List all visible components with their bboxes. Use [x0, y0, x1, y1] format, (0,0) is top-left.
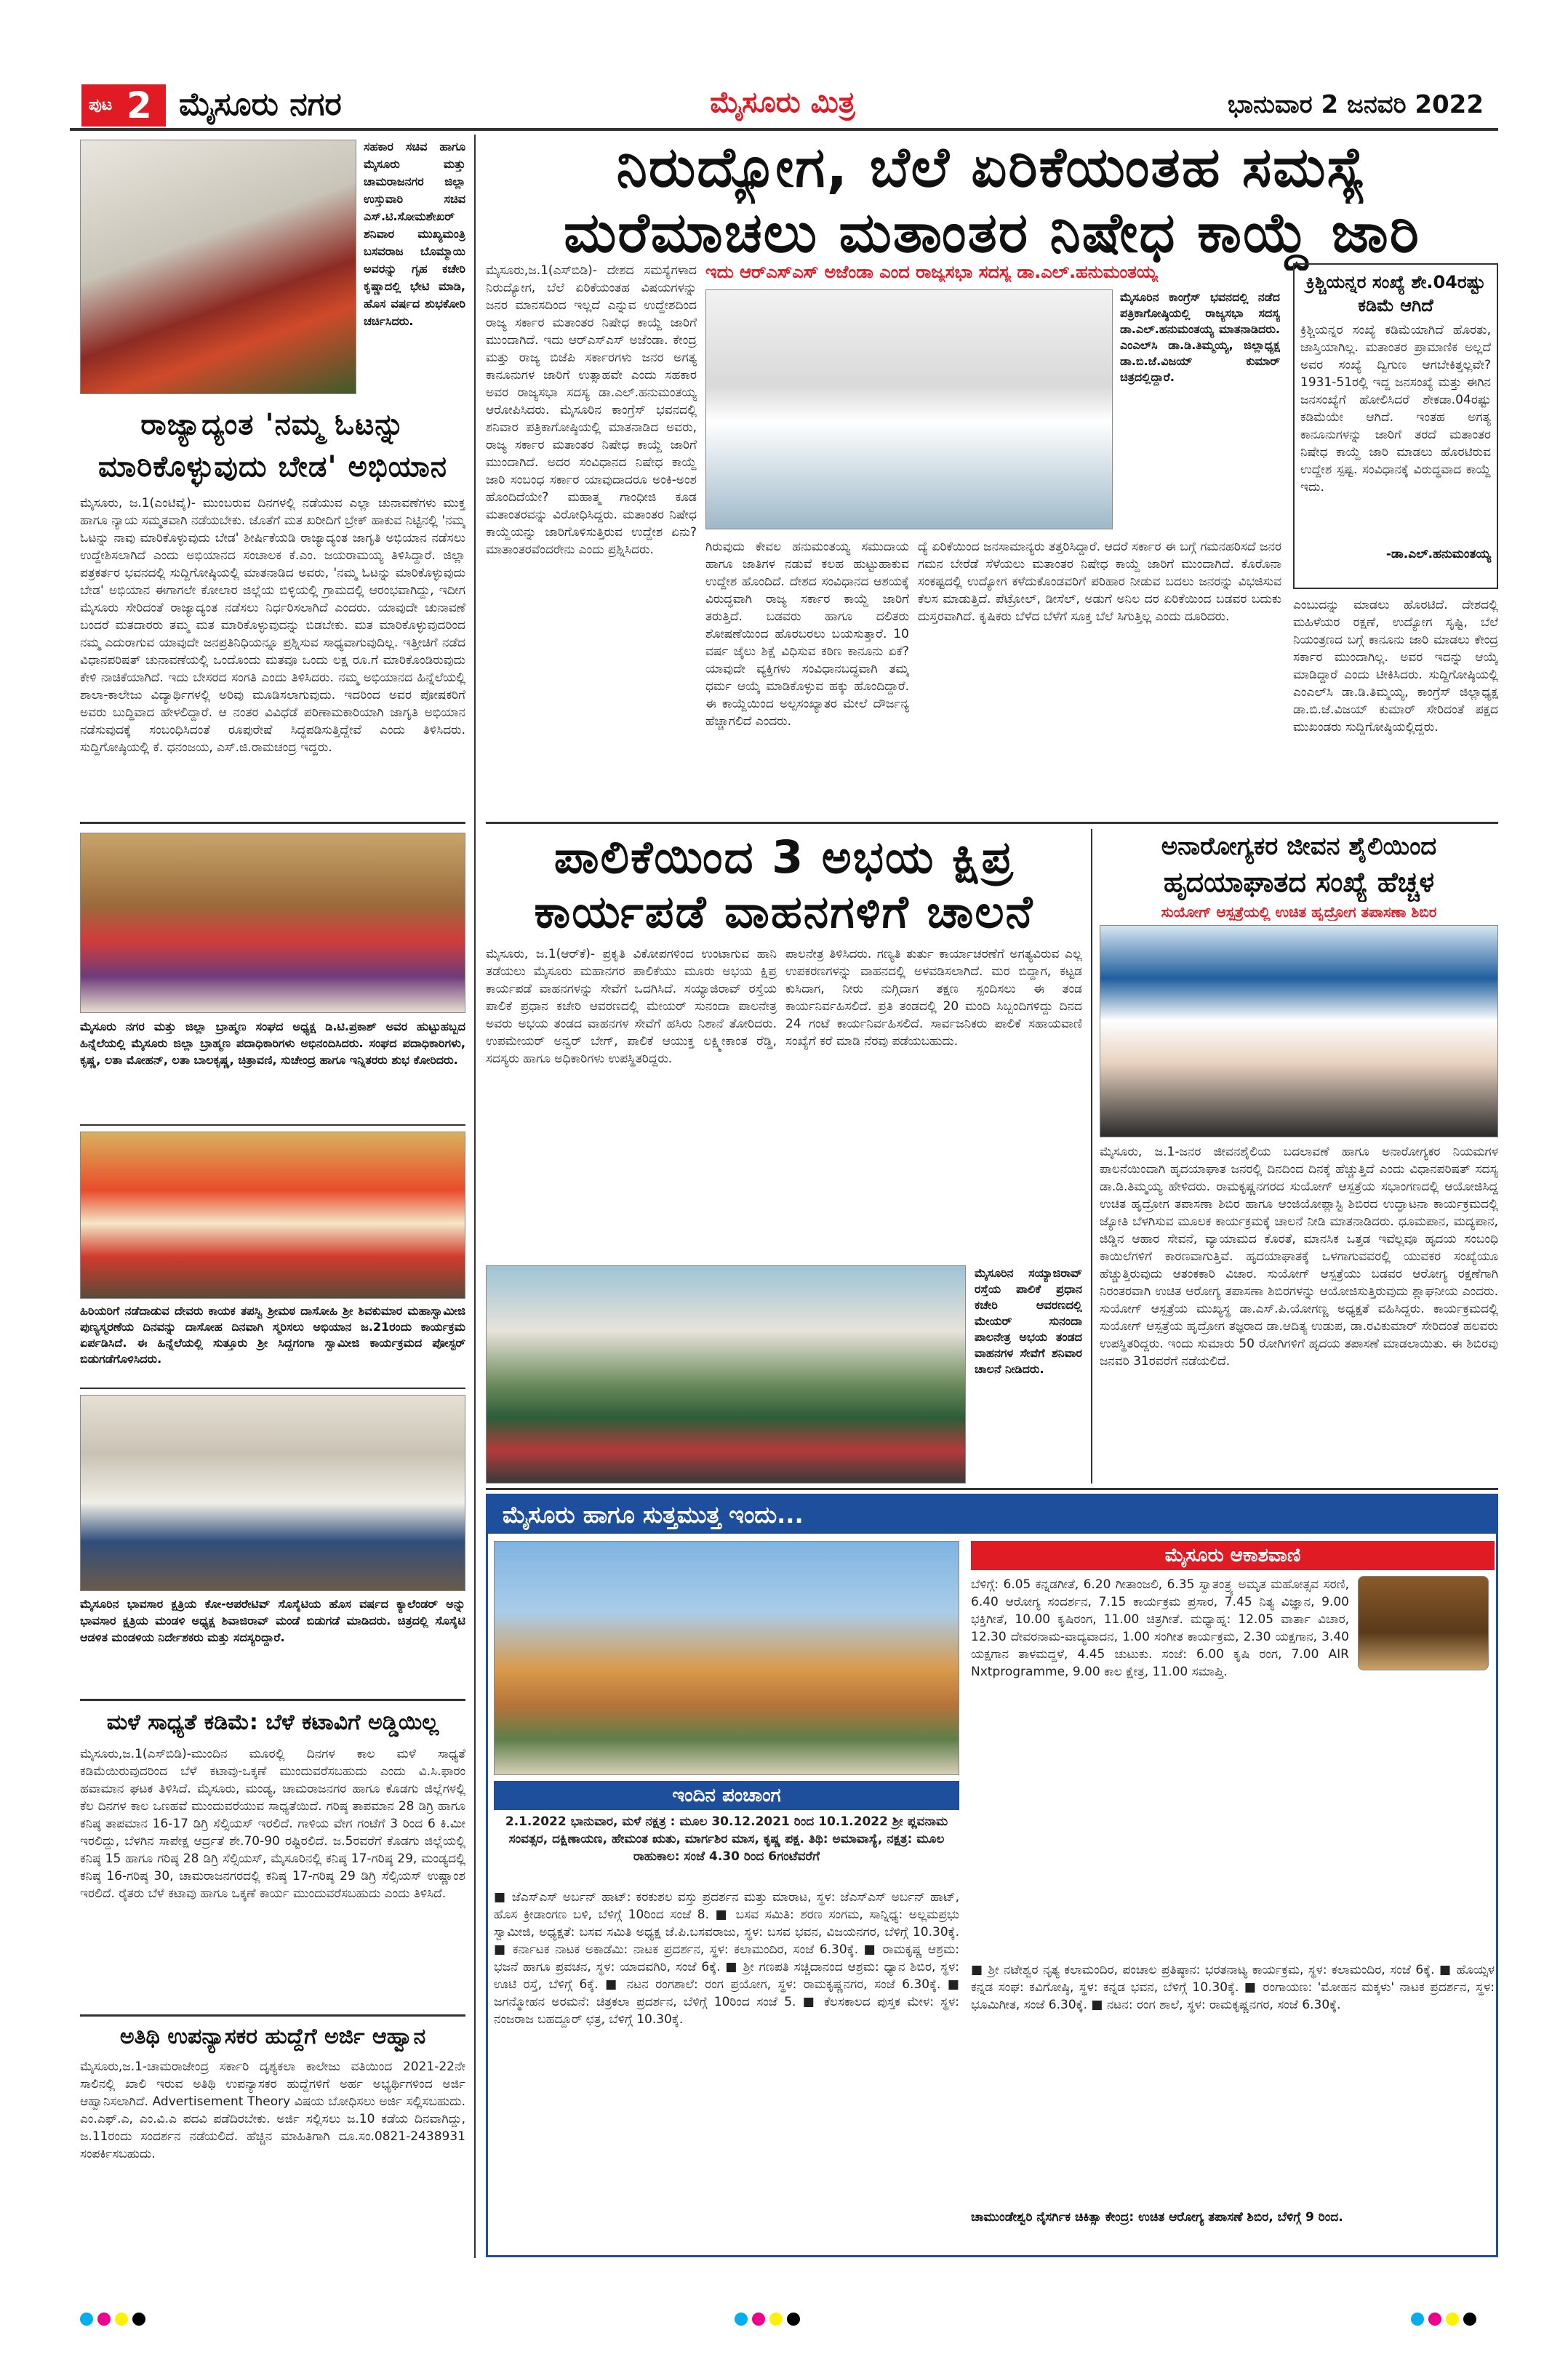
registration-dots-center [735, 2313, 804, 2329]
calendar-release-photo [80, 1395, 465, 1591]
lecturer-body: ಮೈಸೂರು,ಜ.1-ಚಾಮರಾಜೇಂದ್ರ ಸರ್ಕಾರಿ ದೃಶ್ಯಕಲಾ ಕಾಲೇಜು ವತಿಯಿಂದ 2021-22ನೇ ಸಾಲಿನಲ್ಲಿ ಖಾಲಿ ಇರುವ ಅತಿಥಿ ಉಪನ್ಯಾಸಕರ ಹುದ್ದೆಗಳಿಗೆ ಅರ್ಹ ಅಭ್ಯರ್ಥಿಗಳಿಂದ ಅರ್ಜಿ ಆಹ್ವಾನಿಸಲಾಗಿದೆ. Advertisement Theory ವಿಷಯ ಬೋಧಿಸಲು ಅರ್ಜಿ ಸಲ್ಲಿಸಬಹುದು. ಎಂ.ಎಫ್.ಎ, ಎಂ.ವಿ.ಎ ಪದವಿ ಪಡೆದಿರಬೇಕು. ಅರ್ಜಿ ಸಲ್ಲಿಸಲು ಜ.10 ಕಡೆಯ ದಿನವಾಗಿದ್ದು, ಜ.11ರಂದು ಸಂದರ್ಶನ ನಡೆಯಲಿದೆ. ಹೆಚ್ಚಿನ ಮಾಹಿತಿಗಾಗಿ ದೂ.ಸಂ.0821-2438931 ಸಂಪರ್ಕಿಸಬಹುದು. [80, 2059, 465, 2161]
cyan-dot [735, 2313, 748, 2326]
black-dot [1463, 2313, 1476, 2326]
page-number: 2 [127, 84, 152, 127]
mysore-palace-photo [494, 1541, 959, 1775]
akashvani-footer: ಚಾಮುಂಡೇಶ್ವರಿ ನೈಸರ್ಗಿಕ ಚಿಕಿತ್ಸಾ ಕೇಂದ್ರ: ಉಚಿತ ಆರೋಗ್ಯ ತಪಾಸಣೆ ಶಿಬಿರ, ಬೆಳಿಗ್ಗೆ 9 ರಿಂದ. [971, 2210, 1343, 2225]
palike-col2: ಪಾಲನೇತ್ರ ತಿಳಿಸಿದರು. ಗಣ್ಯತಿ ತುರ್ತು ಕಾರ್ಯಾಚರಣೆಗೆ ಅಗತ್ಯವಿರುವ ಎಲ್ಲ ಉಪಕರಣಗಳನ್ನು ವಾಹನದಲ್ಲಿ ಅಳವಡಿಸಲಾಗಿದೆ. ಮರ ಬಿದ್ದಾಗ, ಕಟ್ಟಡ ಕುಸಿದಾಗ, ನೀರು ನುಗ್ಗಿದಾಗ ತಕ್ಷಣ ಸ್ಪಂದಿಸಲು ಈ ತಂಡ ಕಾರ್ಯನಿರ್ವಹಿಸಲಿದೆ. ಪ್ರತಿ ತಂಡದಲ್ಲಿ 20 ಮಂದಿ ಸಿಬ್ಬಂದಿಗಳಿದ್ದು ದಿನದ 24 ಗಂಟೆ ಕಾರ್ಯನಿರ್ವಹಿಸಲಿದೆ. ಸಾರ್ವಜನಿಕರು ಪಾಲಿಕೆ ಸಹಾಯವಾಣಿ ಸಂಖ್ಯೆಗೆ ಕರೆ ಮಾಡಿ ನೆರವು ಪಡೆಯಬಹುದು. [785, 947, 1082, 1049]
side-box-continued: ಎಂಬುದನ್ನು ಮಾಡಲು ಹೊರಟಿದೆ. ದೇಶದಲ್ಲಿ ಮಹಿಳೆಯರ ರಕ್ಷಣೆ, ಉದ್ಯೋಗ ಸೃಷ್ಟಿ, ಬೆಲೆ ನಿಯಂತ್ರಣದ ಬಗ್ಗೆ ಕಾನೂನು ಜಾರಿ ಮಾಡಲು ಕೇಂದ್ರ ಸರ್ಕಾರ ಮುಂದಾಗಿಲ್ಲ. ಅವರ ಇದನ್ನು ಆಯ್ಕೆ ಮಾಡಿದ್ದಾರೆ ಎಂದು ಟೀಕಿಸಿದರು. ಸುದ್ದಿಗೋಷ್ಠಿಯಲ್ಲಿ ಎಂಎಲ್‌ಸಿ ಡಾ.ಡಿ.ತಿಮ್ಮಯ್ಯ, ಕಾಂಗ್ರೆಸ್ ಜಿಲ್ಲಾಧ್ಯಕ್ಷ ಡಾ.ಬಿ.ಜೆ.ವಿಜಯ್ ಕುಮಾರ್ ಸೇರಿದಂತೆ ಪಕ್ಷದ ಮುಖಂಡರು ಸುದ್ದಿಗೋಷ್ಠಿಯಲ್ಲಿದ್ದರು. [1293, 598, 1498, 734]
today-banner: ಮೈಸೂರು ಹಾಗೂ ಸುತ್ತಮುತ್ತ ಇಂದು... [488, 1496, 1496, 1534]
poster-release-caption: ಹಿರಿಯರಿಗೆ ನಡೆದಾಡುವ ದೇವರು ಕಾಯಕ ತಪಸ್ವಿ ಶ್ರೀಮಠ ದಾಸೋಹಿ ಶ್ರೀ ಶಿವಕುಮಾರ ಮಹಾಸ್ವಾಮೀಜಿ ಪುಣ್ಯಸ್ಮರಣೆಯ ದಿನವನ್ನು ದಾಸೋಹ ದಿನವಾಗಿ ಸ್ಮರಿಸಲು ಅಭಿಯಾನ ಜ.21ರಂದು ಕಾರ್ಯಕ್ರಮ ಏರ್ಪಡಿಸಿದೆ. ಈ ಹಿನ್ನೆಲೆಯಲ್ಲಿ ಸುತ್ತೂರು ಶ್ರೀ ಸಿದ್ದಗಂಗಾ ಸ್ವಾಮೀಜಿ ಕಾರ್ಯಕ್ರಮದ ಪೋಸ್ಟರ್ ಬಿಡುಗಡೆಗೊಳಿಸಿದರು. [80, 1304, 465, 1366]
divider [486, 1488, 1498, 1490]
cm-meeting-photo [80, 140, 356, 394]
side-box-headline: ಕ್ರಿಶ್ಚಿಯನ್ನರ ಸಂಖ್ಯೆ ಶೇ.04ರಷ್ಟು ಕಡಿಮೆ ಆಗಿದೆ [1305, 272, 1486, 316]
magenta-dot [97, 2313, 111, 2326]
masthead-rule [70, 128, 1498, 131]
masthead [70, 80, 1498, 131]
main-col1: ಮೈಸೂರು,ಜ.1(ಎಸ್‌ಬಿಡಿ)- ದೇಶದ ಸಮಸ್ಯೆಗಳಾದ ನಿರುದ್ಯೋಗ, ಬೆಲೆ ಏರಿಕೆಯಂತಹ ವಿಷಯಗಳನ್ನು ಜನರ ಮಾನಸದಿಂದ ಇಲ್ಲದೆ ಎನ್ನುವ ಉದ್ದೇಶದಿಂದ ರಾಜ್ಯ ಸರ್ಕಾರ ಮತಾಂತರ ನಿಷೇಧ ಕಾಯ್ದೆ ಜಾರಿಗೆ ಮುಂದಾಗಿದೆ. ಇದು ಆರ್‌ಎಸ್‌ಎಸ್ ಅಜೆಂಡಾ. ಕೇಂದ್ರ ಮತ್ತು ರಾಜ್ಯ ಬಿಜೆಪಿ ಸರ್ಕಾರಗಳು ಜನರ ಅಗತ್ಯ ಕಾನೂನುಗಳ ಜಾರಿಗೆ ಉತ್ಸಾಹವೇ ಎಂದು ಸಹಕಾರ ಅವರ ರಾಜ್ಯಸಭಾ ಸದಸ್ಯ ಡಾ.ಎಲ್.ಹನುಮಂತಯ್ಯ ಆರೋಪಿಸಿದರು. ಮೈಸೂರಿನ ಕಾಂಗ್ರೆಸ್ ಭವನದಲ್ಲಿ ಶನಿವಾರ ಪತ್ರಿಕಾಗೋಷ್ಠಿಯಲ್ಲಿ ಮಾತನಾಡಿದ ಅವರು, ರಾಜ್ಯ ಸರ್ಕಾರ ಮತಾಂತರ ನಿಷೇಧ ಕಾಯ್ದೆ ಜಾರಿಗೆ ಮುಂದಾಗಿದೆ. ಅದರ ಸಂವಿಧಾನದ ನಿಷೇಧ ಕಾಯ್ದೆ ಜಾರಿ ಸಂಬಂಧ ಸರ್ಕಾರ ಯಾವುದಾದರೂ ಅಂಕಿ-ಅಂಶ ಹೊಂದಿದೆಯೇ? ಮಹಾತ್ಮ ಗಾಂಧೀಜಿ ಕೂಡ ಮತಾಂತರವನ್ನು ವಿರೋಧಿಸಿದ್ದರು. ಮತಾಂತರ ನಿಷೇಧ ಕಾಯ್ದೆಯನ್ನು ಜಾರಿಗೊಳಿಸುತ್ತಿರುವ ಉದ್ದೇಶ ಏನು? ಮಾತಾಂತರವೆಂದರೇನು ಎಂದು ಪ್ರಶ್ನಿಸಿದರು. [486, 263, 697, 557]
magenta-dot [752, 2313, 765, 2326]
panchanga-body: 2.1.2022 ಭಾನುವಾರ, ಮಳೆ ನಕ್ಷತ್ರ : ಮೂಲ 30.12.2021 ರಿಂದ 10.1.2022 ಶ್ರೀ ಪ್ಲವನಾಮ ಸಂವತ್ಸರ, ದಕ್ಷಿಣಾಯಣ, ಹೇಮಂತ ಋತು, ಮಾರ್ಗಶಿರ ಮಾಸ, ಕೃಷ್ಣ ಪಕ್ಷ. ತಿಥಿ: ಅಮಾವಾಸ್ಯೆ, ನಕ್ಷತ್ರ: ಮೂಲ ರಾಹುಕಾಲ: ಸಂಜೆ 4.30 ರಿಂದ 6ಗಂಟೆವರೆಗೆ [505, 1814, 948, 1864]
divider [80, 1124, 465, 1126]
heart-headline-line2: ಹೃದಯಾಘಾತದ ಸಂಖ್ಯೆ ಹೆಚ್ಚಳ [1163, 866, 1435, 898]
akashvani-title: ಮೈಸೂರು ಆಕಾಶವಾಣಿ [971, 1541, 1495, 1570]
palike-col1: ಮೈಸೂರು, ಜ.1(ಆರ್‌ಕೆ)- ಪ್ರಕೃತಿ ವಿಕೋಪಗಳಿಂದ ಉಂಟಾಗುವ ಹಾನಿ ತಡೆಯಲು ಮೈಸೂರು ಮಹಾನಗರ ಪಾಲಿಕೆಯು ಮೂರು ಅಭಯ ಕ್ಷಿಪ್ರ ಕಾರ್ಯಪಡೆ ವಾಹನಗಳನ್ನು ಸೇವೆಗೆ ಒದಗಿಸಿದೆ. ಸಯ್ಯಾಜಿರಾವ್ ರಸ್ತೆಯ ಪಾಲಿಕೆ ಪ್ರಧಾನ ಕಚೇರಿ ಆವರಣದಲ್ಲಿ ಮೇಯರ್ ಸುನಂದಾ ಪಾಲನೇತ್ರ ಅವರು ಅಭಯ ತಂಡದ ವಾಹನಗಳ ಸೇವೆಗೆ ಹಸಿರು ನಿಶಾನೆ ತೋರಿದರು. ಉಪಮೇಯರ್ ಅನ್ವರ್ ಬೇಗ್, ಪಾಲಿಕೆ ಆಯುಕ್ತ ಲಕ್ಷ್ಮೀಕಾಂತ ರೆಡ್ಡಿ, ಸದಸ್ಯರು ಹಾಗೂ ಅಧಿಕಾರಿಗಳು ಉಪಸ್ಥಿತರಿದ್ದರು. [486, 947, 777, 1066]
main-col3: ದ್ಯೆ ಏರಿಕೆಯಿಂದ ಜನಸಾಮಾನ್ಯರು ತತ್ತರಿಸಿದ್ದಾರೆ. ಆದರೆ ಸರ್ಕಾರ ಈ ಬಗ್ಗೆ ಗಮನಹರಿಸದೆ ಜನರ ಗಮನ ಬೇರೆಡೆ ಸೆಳೆಯಲು ಮತಾಂತರ ನಿಷೇಧ ಕಾಯ್ದೆ ಜಾರಿಗೆ ಮುಂದಾಗಿದೆ. ಕೊರೊನಾ ಸಂಕಷ್ಟದಲ್ಲಿ ಉದ್ಯೋಗ ಕಳೆದುಕೊಂಡವರಿಗೆ ಪರಿಹಾರ ನೀಡುವ ಬದಲು ಜನರನ್ನು ವಿಭಜಿಸುವ ಕೆಲಸ ಮಾಡುತ್ತಿದೆ. ಪೆಟ್ರೋಲ್, ಡೀಸೆಲ್, ಅಡುಗೆ ಅನಿಲ ದರ ಏರಿಕೆಯಿಂದ ಬಡವರ ಬದುಕು ದುಸ್ತರವಾಗಿದೆ. ಕೃಷಿಕರು ಬೆಳೆದ ಬೆಳೆಗೆ ಸೂಕ್ತ ಬೆಲೆ ಸಿಗುತ್ತಿಲ್ಲ ಎಂದು ದೂರಿದರು. [918, 540, 1281, 624]
magenta-dot [1428, 2313, 1441, 2326]
cyan-dot [1411, 2313, 1424, 2326]
calendar-release-caption: ಮೈಸೂರಿನ ಭಾವಸಾರ ಕ್ಷತ್ರಿಯ ಕೋ-ಆಪರೇಟಿವ್ ಸೊಸೈಟಿಯ ಹೊಸ ವರ್ಷದ ಕ್ಯಾಲೆಂಡರ್ ಅನ್ನು ಭಾವಸಾರ ಕ್ಷತ್ರಿಯ ಮಂಡಳಿ ಅಧ್ಯಕ್ಷ ಶಿವಾಜಿರಾವ್ ಮಂಡೆ ಬಿಡುಗಡೆ ಮಾಡಿದರು. ಚಿತ್ರದಲ್ಲಿ ಸೊಸೈಟಿ ಆಡಳಿತ ಮಂಡಳಿಯ ನಿರ್ದೇಶಕರು ಮತ್ತು ಸದಸ್ಯರಿದ್ದಾರೆ. [80, 1597, 465, 1644]
today-events: ■ ಜೆಎಸ್‌ಎಸ್ ಅರ್ಬನ್ ಹಾಟ್: ಕರಕುಶಲ ವಸ್ತು ಪ್ರದರ್ಶನ ಮತ್ತು ಮಾರಾಟ, ಸ್ಥಳ: ಜೆಎಸ್‌ಎಸ್ ಅರ್ಬನ್ ಹಾಟ್, ಹೊಸ ಕ್ರೀಡಾಂಗಣ ಬಳಿ, ಬೆಳಿಗ್ಗೆ 10ರಿಂದ ಸಂಜೆ 8. ■ ಬಸವ ಸಮಿತಿ: ಶರಣ ಸಂಗಮ, ಸಾನ್ನಿಧ್ಯ: ಅಲ್ಲಮಪ್ರಭು ಸ್ವಾಮೀಜಿ, ಅಧ್ಯಕ್ಷತೆ: ಬಸವ ಸಮಿತಿ ಅಧ್ಯಕ್ಷ ಜೆ.ಪಿ.ಬಸವರಾಜು, ಸ್ಥಳ: ಬಸವ ಭವನ, ವಿಜಯನಗರ, ಬೆಳಿಗ್ಗೆ 10.30ಕ್ಕೆ. ■ ಕರ್ನಾಟಕ ನಾಟಕ ಅಕಾಡೆಮಿ: ನಾಟಕ ಪ್ರದರ್ಶನ, ಸ್ಥಳ: ಕಲಾಮಂದಿರ, ಸಂಜೆ 6.30ಕ್ಕೆ. ■ ರಾಮಕೃಷ್ಣ ಆಶ್ರಮ: ಭಜನೆ ಹಾಗೂ ಪ್ರವಚನ, ಸ್ಥಳ: ಯಾದವಗಿರಿ, ಸಂಜೆ 6ಕ್ಕೆ. ■ ಶ್ರೀ ಗಣಪತಿ ಸಚ್ಚಿದಾನಂದ ಆಶ್ರಮ: ಧ್ಯಾನ ಶಿಬಿರ, ಸ್ಥಳ: ಊಟಿ ರಸ್ತೆ, ಬೆಳಿಗ್ಗೆ 6ಕ್ಕೆ. ■ ನಟನ ರಂಗಶಾಲೆ: ರಂಗ ಪ್ರಯೋಗ, ಸ್ಥಳ: ರಾಮಕೃಷ್ಣನಗರ, ಸಂಜೆ 6.30ಕ್ಕೆ. ■ ಜಗನ್ಮೋಹನ ಅರಮನೆ: ಚಿತ್ರಕಲಾ ಪ್ರದರ್ಶನ, ಬೆಳಿಗ್ಗೆ 10ರಿಂದ ಸಂಜೆ 5. ■ ಕೆಲಸಕಾಲದ ಪುಸ್ತಕ ಮೇಳ: ಸ್ಥಳ: ನಂಜರಾಜ ಬಹದ್ದೂರ್ ಛತ್ರ, ಬೆಳಿಗ್ಗೆ 10.30ಕ್ಕೆ. [494, 1890, 959, 2027]
heart-headline-line1: ಅನಾರೋಗ್ಯಕರ ಜೀವನ ಶೈಲಿಯಿಂದ [1161, 832, 1437, 861]
main-col2: ಗಿರುವುದು ಕೇವಲ ಹನುಮಂತಯ್ಯ ಸಮುದಾಯ ಹಾಗೂ ಜಾತಿಗಳ ನಡುವೆ ಕಲಹ ಹುಟ್ಟುಹಾಕುವ ಉದ್ದೇಶ ಹೊಂದಿದೆ. ದೇಶದ ಸಂವಿಧಾನದ ಆಶಯಕ್ಕೆ ವಿರುದ್ಧವಾಗಿ ರಾಜ್ಯ ಸರ್ಕಾರ ಕಾಯ್ದೆ ಜಾರಿಗೆ ತರುತ್ತಿದೆ. ಬಡವರು ಹಾಗೂ ದಲಿತರು ಶೋಷಣೆಯಿಂದ ಹೊರಬರಲು ಬಯಸುತ್ತಾರೆ. 10 ವರ್ಷ ಜೈಲು ಶಿಕ್ಷೆ ವಿಧಿಸುವ ಕಠಿಣ ಕಾನೂನು ಏಕೆ? ಯಾವುದೇ ವ್ಯಕ್ತಿಗಳು ಸಂವಿಧಾನಬದ್ಧವಾಗಿ ತಮ್ಮ ಧರ್ಮ ಆಯ್ಕೆ ಮಾಡಿಕೊಳ್ಳುವ ಹಕ್ಕು ಹೊಂದಿದ್ದಾರೆ. ಈ ಕಾಯ್ದೆಯಿಂದ ಅಲ್ಪಸಂಖ್ಯಾತರ ಮೇಲೆ ದೌರ್ಜನ್ಯ ಹೆಚ್ಚಾಗಲಿದೆ ಎಂದರು. [705, 540, 909, 729]
divider [80, 822, 465, 824]
black-dot [132, 2313, 145, 2326]
brahmana-sangha-photo [80, 833, 465, 1013]
issue-date: ಭಾನುವಾರ 2 ಜನವರಿ 2022 [1227, 90, 1484, 119]
main-subhead: ಇದು ಆರ್‌ಎಸ್‌ಎಸ್ ಅಜೆಂಡಾ ಎಂದ ರಾಜ್ಯಸಭಾ ಸದಸ್ಯ ಡಾ.ಎಲ್.ಹನುಮಂತಯ್ಯ [705, 262, 1158, 282]
registration-dots-left [80, 2313, 150, 2329]
lecturer-headline: ಅತಿಥಿ ಉಪನ್ಯಾಸಕರ ಹುದ್ದೆಗೆ ಅರ್ಜಿ ಆಹ್ವಾನ [119, 2024, 426, 2049]
akashvani-body: ಬೆಳಿಗ್ಗೆ: 6.05 ಕನ್ನಡಗೀತೆ, 6.20 ಗೀತಾಂಜಲಿ, 6.35 ಸ್ವಾತಂತ್ರ್ಯ ಅಮೃತ ಮಹೋತ್ಸವ ಸರಣಿ, 6.40 ಆರೋಗ್ಯ ಸಂದರ್ಶನ, 7.15 ಕಾರ್ಯಕ್ರಮ ಪ್ರಸಾರ, 7.45 ನಿತ್ಯ ವಿಜ್ಞಾನ, 9.00 ಭಕ್ತಿಗೀತೆ, 10.00 ಕೃಷಿರಂಗ, 11.00 ಚಿತ್ರಗೀತೆ. ಮಧ್ಯಾಹ್ನ: 12.05 ವಾರ್ತಾ ವಿಚಾರ, 12.30 ದೇವರನಾಮ-ವಾದ್ಯವಾದನ, 1.00 ಸಂಗೀತ ಕಾರ್ಯಕ್ರಮ, 2.30 ಯಕ್ಷಗಾನ, 3.40 ಯಕ್ಷಗಾನ ತಾಳಮದ್ದಳೆ, 4.45 ಚುಟುಕು. ಸಂಜೆ: 6.00 ಕೃಷಿ ರಂಗ, 7.00 AIR Nxtprogramme, 9.00 ಕಾಲ ಕ್ಷೇತ್ರ, 11.00 ಸಮಾಪ್ತಿ. [971, 1577, 1349, 1679]
radio-icon [1358, 1576, 1489, 1670]
divider [80, 2014, 465, 2017]
yellow-dot [1446, 2313, 1459, 2326]
press-meet-photo [705, 289, 1113, 529]
yellow-dot [769, 2313, 783, 2326]
registration-dots-right [1411, 2313, 1481, 2329]
yellow-dot [115, 2313, 128, 2326]
palike-headline-line1: ಪಾಲಿಕೆಯಿಂದ 3 ಅಭಯ ಕ್ಷಿಪ್ರ [553, 830, 1015, 884]
campaign-headline: ರಾಜ್ಯಾದ್ಯಂತ 'ನಮ್ಮ ಓಟನ್ನು ಮಾರಿಕೊಳ್ಳುವುದು ಬೇಡ' ಅಭಿಯಾನ [98, 408, 447, 484]
column-divider [1091, 829, 1092, 1484]
cyan-dot [80, 2313, 93, 2326]
section-title: ಮೈಸೂರು ನಗರ [179, 86, 342, 123]
column-divider [474, 135, 476, 2258]
side-box-signoff: -ಡಾ.ಎಲ್.ಹನುಮಂತಯ್ಯ [1385, 547, 1491, 561]
today-box [486, 1494, 1498, 2257]
abhaya-vehicle-caption: ಮೈಸೂರಿನ ಸಯ್ಯಾಜಿರಾವ್ ರಸ್ತೆಯ ಪಾಲಿಕೆ ಪ್ರಧಾನ ಕಚೇರಿ ಆವರಣದಲ್ಲಿ ಮೇಯರ್ ಸುನಂದಾ ಪಾಲನೇತ್ರ ಅಭಯ ತಂಡದ ವಾಹನಗಳ ಸೇವೆಗೆ ಶನಿವಾರ ಚಾಲನೆ ನೀಡಿದರು. [975, 1266, 1082, 1376]
side-box-body: ಕ್ರಿಶ್ಚಿಯನ್ನರ ಸಂಖ್ಯೆ ಕಡಿಮೆಯಾಗಿದೆ ಹೊರತು, ಜಾಸ್ತಿಯಾಗಿಲ್ಲ. ಮತಾಂತರ ಪ್ರಾಮಾಣಿಕ ಅಲ್ಲದೆ ಅವರ ಸಂಖ್ಯೆ ದ್ವಿಗುಣ ಆಗಬೇಕಿತ್ತಲ್ಲವೇ? 1931-51ರಲ್ಲಿ ಇದ್ದ ಜನಸಂಖ್ಯೆ ಮತ್ತು ಈಗಿನ ಜನಸಂಖ್ಯೆಗೆ ಹೋಲಿಸಿದರೆ ಶೇಕಡಾ.04ರಷ್ಟು ಕಡಿಮೆಯೇ ಆಗಿದೆ. ಇಂತಹ ಅಗತ್ಯ ಕಾನೂನುಗಳನ್ನು ಜಾರಿಗೆ ತರದೆ ಮತಾಂತರ ನಿಷೇಧ ಕಾಯ್ದೆ ಜಾರಿ ಮಾಡಲು ಹೊರಟಿರುವ ಉದ್ದೇಶ ಸ್ಪಷ್ಟ. ಸಂವಿಧಾನಕ್ಕೆ ವಿರುದ್ಧವಾದ ಕಾಯ್ದೆ ಇದು. [1300, 323, 1491, 495]
cm-meeting-caption: ಸಹಕಾರ ಸಚಿವ ಹಾಗೂ ಮೈಸೂರು ಮತ್ತು ಚಾಮರಾಜನಗರ ಜಿಲ್ಲಾ ಉಸ್ತುವಾರಿ ಸಚಿವ ಎಸ್.ಟಿ.ಸೋಮಶೇಖರ್ ಶನಿವಾರ ಮುಖ್ಯಮಂತ್ರಿ ಬಸವರಾಜ ಬೊಮ್ಮಾಯಿ ಅವರನ್ನು ಗೃಹ ಕಚೇರಿ ಕೃಷ್ಣಾದಲ್ಲಿ ಭೇಟಿ ಮಾಡಿ, ಹೊಸ ವರ್ಷದ ಶುಭಕೋರಿ ಚರ್ಚಿಸಿದರು. [364, 140, 465, 328]
main-headline-line2: ಮರೆಮಾಚಲು ಮತಾಂತರ ನಿಷೇಧ ಕಾಯ್ದೆ ಜಾರಿ [564, 200, 1420, 265]
poster-release-photo [80, 1132, 465, 1299]
abhaya-vehicle-photo [486, 1265, 966, 1484]
rain-headline: ಮಳೆ ಸಾಧ್ಯತೆ ಕಡಿಮೆ: ಬೆಳೆ ಕಟಾವಿಗೆ ಅಡ್ಡಿಯಿಲ್ಲ [106, 1710, 439, 1735]
side-box [1293, 263, 1498, 589]
page-label: ಪುಟ [89, 96, 113, 114]
press-meet-caption: ಮೈಸೂರಿನ ಕಾಂಗ್ರೆಸ್ ಭವನದಲ್ಲಿ ನಡೆದ ಪತ್ರಿಕಾಗೋಷ್ಠಿಯಲ್ಲಿ ರಾಜ್ಯಸಭಾ ಸದಸ್ಯ ಡಾ.ಎಲ್.ಹನುಮಂತಯ್ಯ ಮಾತನಾಡಿದರು. ಎಂಎಲ್‌ಸಿ ಡಾ.ಡಿ.ತಿಮ್ಮಯ್ಯ, ಜಿಲ್ಲಾಧ್ಯಕ್ಷ ಡಾ.ಬಿ.ಜೆ.ವಿಜಯ್ ಕುಮಾರ್ ಚಿತ್ರದಲ್ಲಿದ್ದಾರೆ. [1120, 290, 1280, 384]
page-number-badge [81, 84, 166, 127]
brahmana-sangha-caption: ಮೈಸೂರು ನಗರ ಮತ್ತು ಜಿಲ್ಲಾ ಬ್ರಾಹ್ಮಣ ಸಂಘದ ಅಧ್ಯಕ್ಷ ಡಿ.ಟಿ.ಪ್ರಕಾಶ್ ಅವರ ಹುಟ್ಟುಹಬ್ಬದ ಹಿನ್ನೆಲೆಯಲ್ಲಿ ಮೈಸೂರು ಜಿಲ್ಲಾ ಬ್ರಾಹ್ಮಣ ಪದಾಧಿಕಾರಿಗಳು ಅಭಿನಂದಿಸಿದರು. ಸಂಘದ ಪದಾಧಿಕಾರಿಗಳು, ಕೃಷ್ಣ, ಲತಾ ಮೋಹನ್, ಲತಾ ಬಾಲಕೃಷ್ಣ, ಚಿತ್ರಾವಣಿ, ಸುಚೇಂದ್ರ ಹಾಗೂ ಇನ್ನಿತರರು ಶುಭ ಕೋರಿದರು. [80, 1020, 465, 1067]
akashvani-events: ■ ಶ್ರೀ ನಟೇಶ್ವರ ನೃತ್ಯ ಕಲಾಮಂದಿರ, ಪಂಚಾಲ ಪ್ರತಿಷ್ಠಾನ: ಭರತನಾಟ್ಯ ಕಾರ್ಯಕ್ರಮ, ಸ್ಥಳ: ಕಲಾಮಂದಿರ, ಸಂಜೆ 6ಕ್ಕೆ. ■ ಹೊಯ್ಸಳ ಕನ್ನಡ ಸಂಘ: ಕವಿಗೋಷ್ಠಿ, ಸ್ಥಳ: ಕನ್ನಡ ಭವನ, ಬೆಳಿಗ್ಗೆ 10.30ಕ್ಕೆ. ■ ರಂಗಾಯಣ: 'ಮೋಹನ ಮಕ್ಕಳು' ನಾಟಕ ಪ್ರದರ್ಶನ, ಸ್ಥಳ: ಭೂಮಿಗೀತ, ಸಂಜೆ 6.30ಕ್ಕೆ. ■ ನಟನ: ರಂಗ ಶಾಲೆ, ಸ್ಥಳ: ರಾಮಕೃಷ್ಣನಗರ, ಸಂಜೆ 6.30ಕ್ಕೆ. [971, 1963, 1495, 2012]
divider [486, 822, 1498, 824]
panchanga-title: ಇಂದಿನ ಪಂಚಾಂಗ [494, 1781, 959, 1810]
divider [80, 1699, 465, 1701]
main-headline-line1: ನಿರುದ್ಯೋಗ, ಬೆಲೆ ಏರಿಕೆಯಂತಹ ಸಮಸ್ಯೆ [616, 135, 1368, 199]
divider [80, 1388, 465, 1389]
heart-subhead: ಸುಯೋಗ್ ಆಸ್ಪತ್ರೆಯಲ್ಲಿ ಉಚಿತ ಹೃದ್ರೋಗ ತಪಾಸಣಾ ಶಿಬಿರ [1161, 903, 1437, 921]
heart-camp-photo [1100, 925, 1498, 1137]
heart-body: ಮೈಸೂರು, ಜ.1-ಜನರ ಜೀವನಶೈಲಿಯ ಬದಲಾವಣೆ ಹಾಗೂ ಅನಾರೋಗ್ಯಕರ ನಿಯಮಗಳ ಪಾಲನೆಯಿಂದಾಗಿ ಹೃದಯಾಘಾತ ಜನರಲ್ಲಿ ದಿನದಿಂದ ದಿನಕ್ಕೆ ಹೆಚ್ಚುತ್ತಿದೆ ಎಂದು ವಿಧಾನಪರಿಷತ್ ಸದಸ್ಯ ಡಾ.ಡಿ.ತಿಮ್ಮಯ್ಯ ಹೇಳಿದರು. ರಾಮಕೃಷ್ಣನಗರದ ಸುಯೋಗ್ ಆಸ್ಪತ್ರೆಯ ಸಭಾಂಗಣದಲ್ಲಿ ಆಯೋಜಿಸಿದ್ದ ಉಚಿತ ಹೃದ್ರೋಗ ತಪಾಸಣಾ ಶಿಬಿರ ಹಾಗೂ ಆಂಜಿಯೋಪ್ಲಾಸ್ಟಿ ಶಿಬಿರದ ಉದ್ಘಾಟನಾ ಕಾರ್ಯಕ್ರಮದಲ್ಲಿ ಜ್ಯೋತಿ ಬೆಳಗಿಸುವ ಮೂಲಕ ಕಾರ್ಯಕ್ರಮಕ್ಕೆ ಚಾಲನೆ ನೀಡಿ ಮಾತನಾಡಿದರು. ಧೂಮಪಾನ, ಮದ್ಯಪಾನ, ಜಿಡ್ಡಿನ ಆಹಾರ ಸೇವನೆ, ವ್ಯಾಯಾಮದ ಕೊರತೆ, ಮಾನಸಿಕ ಒತ್ತಡ ಇವೆಲ್ಲವೂ ಹೃದಯ ಸಂಬಂಧಿ ಕಾಯಿಲೆಗಳಿಗೆ ಕಾರಣವಾಗುತ್ತಿವೆ. ಹೃದಯಾಘಾತಕ್ಕೆ ಒಳಗಾಗುವವರಲ್ಲಿ ಯುವಕರ ಸಂಖ್ಯೆಯೂ ಹೆಚ್ಚುತ್ತಿರುವುದು ಆತಂಕಕಾರಿ ವಿಚಾರ. ಸುಯೋಗ್ ಆಸ್ಪತ್ರೆಯು ಬಡವರ ಆರೋಗ್ಯ ರಕ್ಷಣೆಗಾಗಿ ನಿರಂತರವಾಗಿ ಉಚಿತ ಆರೋಗ್ಯ ತಪಾಸಣಾ ಶಿಬಿರಗಳನ್ನು ಆಯೋಜಿಸುತ್ತಿರುವುದು ಶ್ಲಾಘನೀಯ ಎಂದರು. ಸುಯೋಗ್ ಆಸ್ಪತ್ರೆಯ ಮುಖ್ಯಸ್ಥ ಡಾ.ಎಸ್.ಪಿ.ಯೋಗಣ್ಣ ಅಧ್ಯಕ್ಷತೆ ವಹಿಸಿದ್ದರು. ಕಾರ್ಯಕ್ರಮದಲ್ಲಿ ಸುಯೋಗ್ ಆಸ್ಪತ್ರೆಯ ಹೃದ್ರೋಗ ತಜ್ಞರಾದ ಡಾ.ಆದಿತ್ಯ ಉಡುಪ, ಡಾ.ರವಿಕುಮಾರ್ ಸೇರಿದಂತೆ ಹಲವರು ಉಪಸ್ಥಿತರಿದ್ದರು. ಇಂದು ಸುಮಾರು 50 ರೋಗಿಗಳಿಗೆ ಹೃದಯ ತಪಾಸಣೆ ಮಾಡಲಾಯಿತು. ಈ ಶಿಬಿರವು ಜನವರಿ 31ರವರೆಗೆ ನಡೆಯಲಿದೆ. [1100, 1145, 1498, 1369]
black-dot [787, 2313, 800, 2326]
campaign-body: ಮೈಸೂರು, ಜ.1(ಎಂಟಿವೈ)- ಮುಂಬರುವ ದಿನಗಳಲ್ಲಿ ನಡೆಯುವ ಎಲ್ಲಾ ಚುನಾವಣೆಗಳು ಮುಕ್ತ ಹಾಗೂ ನ್ಯಾಯ ಸಮ್ಮತವಾಗಿ ನಡೆಯಬೇಕು. ಜೊತೆಗೆ ಮತ ಖರೀದಿಗೆ ಬ್ರೇಕ್ ಹಾಕುವ ನಿಟ್ಟಿನಲ್ಲಿ 'ನಮ್ಮ ಓಟನ್ನು ನಾವು ಮಾರಿಕೊಳ್ಳುವುದು ಬೇಡ' ಶೀರ್ಷಿಕೆಯಡಿ ರಾಜ್ಯಾದ್ಯಂತ ಜಾಗೃತಿ ಅಭಿಯಾನ ನಡೆಸಲು ಉದ್ದೇಶಿಸಲಾಗಿದೆ ಎಂದು ಅಭಿಯಾನದ ಸಂಚಾಲಕ ಕೆ.ಎಂ. ಜಯರಾಮಯ್ಯ ತಿಳಿಸಿದ್ದಾರೆ. ಜಿಲ್ಲಾ ಪತ್ರಕರ್ತರ ಭವನದಲ್ಲಿ ಸುದ್ದಿಗೋಷ್ಠಿಯಲ್ಲಿ ಮಾತನಾಡಿದ ಅವರು, 'ನಮ್ಮ ಓಟನ್ನು ಮಾರಿಕೊಳ್ಳುವುದು ಬೇಡ' ಅಭಿಯಾನ ಈಗಾಗಲೇ ಕೋಲಾರ ಜಿಲ್ಲೆಯ ಬಿಳ್ಳಿಯಲ್ಲಿ ಗ್ರಾಮದಲ್ಲಿ ಆರಂಭವಾಗಿದ್ದು, ಇದೀಗ ಮೈಸೂರು ಸೇರಿದಂತೆ ರಾಜ್ಯಾದ್ಯಂತ ನಡೆಸಲು ನಿರ್ಧರಿಸಲಾಗಿದೆ ಎಂದರು. ಯಾವುದೇ ಚುನಾವಣೆ ಬಂದರೆ ಮತದಾರರು ತಮ್ಮ ಮತ ಮಾರಿಕೊಳ್ಳುವುದನ್ನು ಬಿಡಬೇಕು. ಮತ ಮಾರಿಕೊಳ್ಳುವುದರಿಂದ ನಮ್ಮ ಎದುರಾಗುವ ಯಾವುದೇ ಜನಪ್ರತಿನಿಧಿಯನ್ನೂ ಪ್ರಶ್ನಿಸುವ ಸಾಧ್ಯವಾಗುವುದಿಲ್ಲ. ಇತ್ತೀಚಿಗೆ ನಡೆದ ವಿಧಾನಪರಿಷತ್ ಚುನಾವಣೆಯಲ್ಲಿ ಒಂದೊಂದು ಮತವೂ ಒಂದು ಲಕ್ಷ ರೂ.ಗೆ ಮಾರಿಕೊಂಡಿರುವುದು ಕೇಳಿ ನಾಚಿಕೆಯಾಗಿದೆ. ಇದು ಬೇಸರದ ಸಂಗತಿ ಎಂದು ತಿಳಿಸಿದರು. ನಮ್ಮ ಅಭಿಯಾನದ ಹಿನ್ನೆಲೆಯಲ್ಲಿ ಶಾಲಾ-ಕಾಲೇಜು ವಿದ್ಯಾರ್ಥಿಗಳಲ್ಲಿ ಅರಿವು ಮೂಡಿಸಲಾಗುವುದು. ಇದರಿಂದ ಅವರ ಪೋಷಕರಿಗೆ ಅವರು ಬುದ್ಧಿವಾದ ಹೇಳಲಿದ್ದಾರೆ. ಆ ನಂತರ ವಿವಿಧೆಡೆ ಪರಿಣಾಮಕಾರಿಯಾಗಿ ಜಾಗೃತಿ ಅಭಿಯಾನ ನಡೆಸುವುದಕ್ಕೆ ಸಂಬಂಧಿಸಿದಂತೆ ರೂಪುರೇಷೆ ಸಿದ್ಧಪಡಿಸುತ್ತಿದ್ದೇವೆ ಎಂದು ತಿಳಿಸಿದರು. ಸುದ್ದಿಗೋಷ್ಠಿಯಲ್ಲಿ ಕೆ. ಧನಂಜಯ, ಎಸ್.ಜಿ.ರಾಮಚಂದ್ರ ಇದ್ದರು. [80, 496, 465, 755]
palike-headline-line2: ಕಾರ್ಯಪಡೆ ವಾಹನಗಳಿಗೆ ಚಾಲನೆ [534, 885, 1034, 938]
rain-body: ಮೈಸೂರು,ಜ.1(ಎಸ್‌ಬಿಡಿ)-ಮುಂದಿನ ಮೂರಲ್ಲಿ ದಿನಗಳ ಕಾಲ ಮಳೆ ಸಾಧ್ಯತೆ ಕಡಿಮೆಯಿರುವುದರಿಂದ ಬೆಳೆ ಕಟಾವು-ಒಕ್ಕಣೆ ಮುಂದುವರೆಸಬಹುದು ಎಂದು ವಿ.ಸಿ.ಫಾರಂ ಹವಾಮಾನ ಘಟಕ ತಿಳಿಸಿದೆ. ಮೈಸೂರು, ಮಂಡ್ಯ, ಚಾಮರಾಜನಗರ ಹಾಗೂ ಕೊಡಗು ಜಿಲ್ಲೆಗಳಲ್ಲಿ ಕೆಲ ದಿನಗಳ ಕಾಲ ಒಣಹವೆ ಮುಂದುವರೆಯುವ ಸಾಧ್ಯತೆಯಿದೆ. ಗರಿಷ್ಠ ತಾಪಮಾನ 28 ಡಿಗ್ರಿ ಹಾಗೂ ಕನಿಷ್ಠ ತಾಪಮಾನ 16-17 ಡಿಗ್ರಿ ಸೆಲ್ಸಿಯಸ್ ಇರಲಿದೆ. ಗಾಳಿಯ ವೇಗ ಗಂಟೆಗೆ 3 ರಿಂದ 6 ಕಿ.ಮೀ ಇರಲಿದ್ದು, ಬೆಳಗಿನ ಸಾಪೇಕ್ಷ ಆರ್ದ್ರತೆ ಶೇ.70-90 ರಷ್ಟಿರಲಿದೆ. ಜ.5ರವರೆಗೆ ಕೊಡಗು ಜಿಲ್ಲೆಯಲ್ಲಿ ಕನಿಷ್ಠ 15 ಹಾಗೂ ಗರಿಷ್ಠ 28 ಡಿಗ್ರಿ ಸೆಲ್ಸಿಯಸ್, ಮೈಸೂರಿನಲ್ಲಿ ಕನಿಷ್ಠ 17-ಗರಿಷ್ಠ 29, ಮಂಡ್ಯದಲ್ಲಿ ಕನಿಷ್ಠ 16-ಗರಿಷ್ಠ 30, ಚಾಮರಾಜನಗರದಲ್ಲಿ ಕನಿಷ್ಠ 17-ಗರಿಷ್ಠ 29 ಡಿಗ್ರಿ ಸೆಲ್ಸಿಯಸ್ ಉಷ್ಣಾಂಶ ಇರಲಿದೆ. ರೈತರು ಬೆಳೆ ಕಟಾವು ಹಾಗೂ ಒಕ್ಕಣೆ ಕಾರ್ಯ ಮುಂದುವರೆಸಬಹುದು ಎಂದು ತಿಳಿಸಿದೆ. [80, 1747, 465, 1901]
paper-name: ಮೈಸೂರು ಮಿತ್ರ [710, 86, 855, 119]
